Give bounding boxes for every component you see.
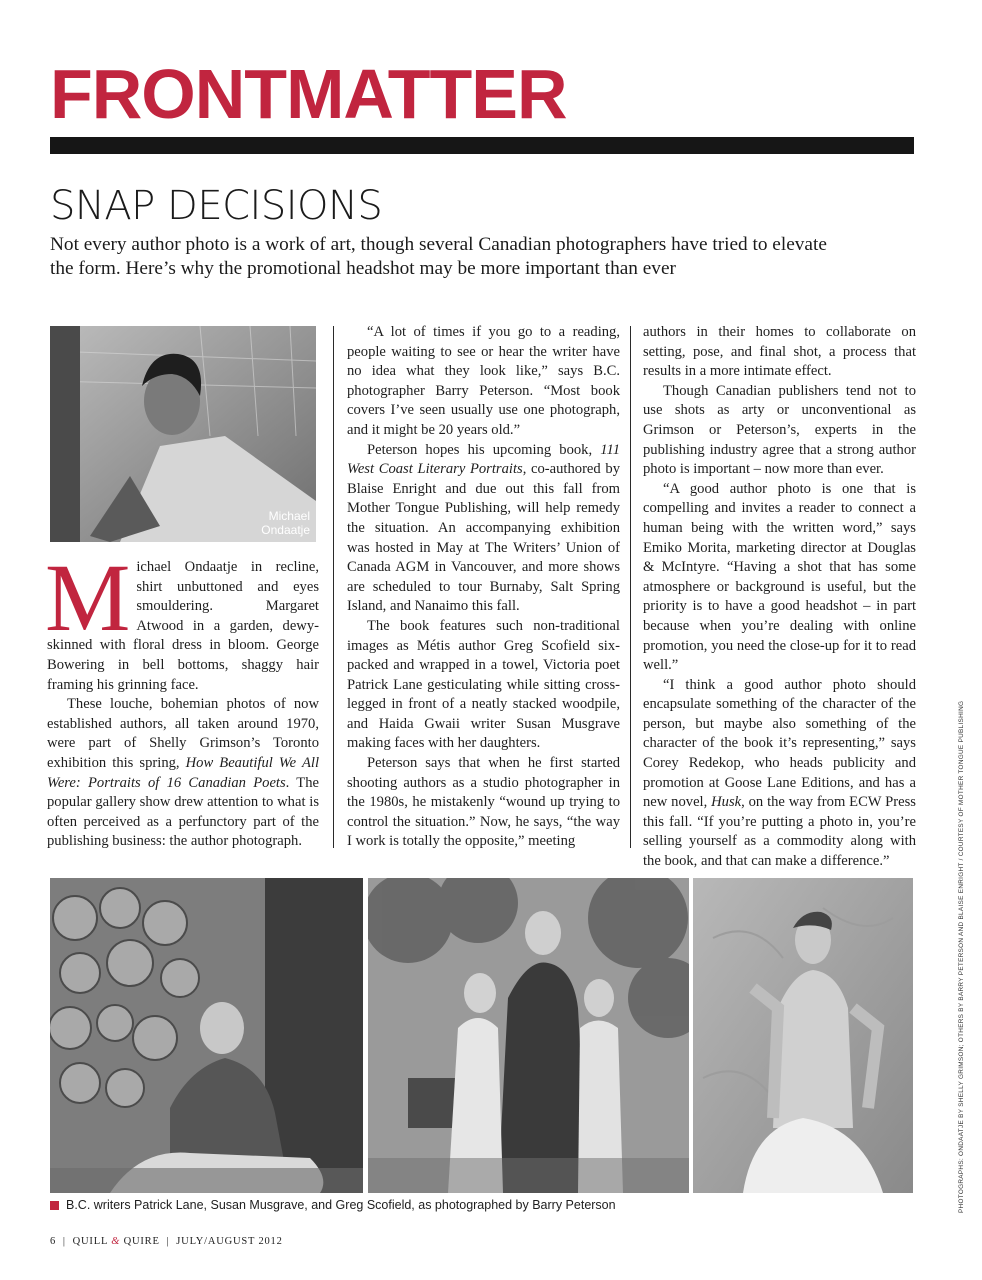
paragraph: “A good author photo is one that is compelling and invites a reader to connect a human being with the written word,” says Emiko Morita, marketing director at Douglas & McIntyre. “Having a shot that has some atmosphere or background is useful, but the priority is to have a good headshot – in part because when you’re dealing with online promotion, you need the close-up for it to read well.” — [643, 480, 916, 674]
photo-greg-scofield — [693, 878, 913, 1193]
photo-susan-musgrave — [368, 878, 689, 1193]
article-column-1 — [45, 544, 319, 852]
paragraph — [643, 676, 916, 872]
paragraph-text: Peterson hopes his upcoming book, — [367, 441, 601, 458]
paragraph — [347, 441, 620, 617]
page-number: 6 — [50, 1236, 57, 1247]
photo-ondaatje-caption: Michael Ondaatje — [261, 509, 310, 537]
paragraph: authors in their homes to collaborate on setting, pose, and final shot, a process that results in a more intimate effect. — [643, 324, 916, 380]
photo-patrick-lane-image — [50, 878, 363, 1193]
page-folio: 6 | QUILL & QUIRE | JULY/AUGUST 2012 — [50, 1236, 283, 1247]
paragraph: Peterson says that when he first started shooting authors as a studio photographer in the 1980s, he mistakenly “wound up trying to control the situation.” Now, he says, “the way I work is totally the opposite,” meeting — [347, 755, 620, 850]
drop-cap: M — [45, 544, 131, 651]
article-column-3 — [643, 323, 916, 872]
magazine-name-part: QUILL — [72, 1236, 112, 1247]
book-title: 111 West Coast Literary Portraits — [347, 441, 620, 478]
article-column-2 — [347, 323, 620, 852]
paragraph: “A lot of times if you go to a reading, people waiting to see or hear the writer have no idea what they look like,” says B.C. photographer Barry Peterson. “Most book covers I’ve seen usually use one photograph, and it might be 20 years old.” — [347, 324, 620, 438]
ampersand: & — [111, 1236, 121, 1247]
paragraph-text: , co-authored by Blaise Enright and due out this fall from Mother Tongue Publishing, will help remedy the situation. An accompanying exhibition was hosted in May at The Writers’ Union of Canada AGM in Vancouver, and more shows are scheduled to tour Burnaby, Salt Spring Island, and Nanaimo this fall. — [347, 461, 620, 615]
paragraph — [47, 695, 319, 852]
photo-patrick-lane — [50, 878, 363, 1193]
column-rule — [630, 326, 631, 848]
exhibition-title: How Beautiful We All Were: Portraits of 16 Canadian Poets — [47, 754, 319, 791]
paragraph — [45, 544, 319, 695]
bottom-photo-caption — [50, 1198, 616, 1212]
paragraph-text: These louche, bohemian photos of now established authors, all taken around 1970, were part of Shelly Grimson’s Toronto exhibition this spring, — [47, 696, 319, 771]
section-rule — [50, 137, 914, 154]
novel-title: Husk — [711, 794, 742, 811]
paragraph: Though Canadian publishers tend not to use shots as arty or unconventional as Grimson or Peterson’s, experts in the publishing industry agree that a strong author photo is important – now more than ever. — [643, 382, 916, 478]
column-rule — [333, 326, 334, 848]
magazine-name — [73, 1236, 160, 1247]
photo-susan-musgrave-image — [368, 878, 689, 1193]
issue-date: JULY/AUGUST 2012 — [176, 1236, 283, 1247]
bottom-photo-caption-text: B.C. writers Patrick Lane, Susan Musgrave, and Greg Scofield, as photographed by Barry Peterson — [66, 1198, 616, 1212]
photo-greg-scofield-image — [693, 878, 913, 1193]
paragraph-text: ichael Ondaatje in recline, shirt unbuttoned and eyes smouldering. Margaret Atwood in a garden, dewy-skinned with floral dress in bloom. George Bowering in bell bottoms, shaggy hair framing his grinning face. — [47, 559, 319, 693]
paragraph-text: “I think a good author photo should encapsulate something of the character of the person, but maybe also something of the character of the book it’s representing,” says Corey Redekop, who heads publicity and promotion at Goose Lane Editions, and has a new novel, — [643, 676, 916, 811]
paragraph-text: , on the way from ECW Press this fall. “If you’re putting a photo in, you’re selling yourself as a commodity along with the book, and that can make a difference.” — [643, 794, 916, 870]
article-headline: SNAP DECISIONS — [50, 183, 383, 229]
photo-credit: PHOTOGRAPHS: ONDAATJE BY SHELLY GRIMSON; OTHERS BY BARRY PETERSON AND BLAISE ENRIGHT / COURTESY OF MOTHER TONGUE PUBLISHING — [958, 700, 965, 1213]
magazine-name-part: QUIRE — [120, 1236, 160, 1247]
article-dek: Not every author photo is a work of art, though several Canadian photographers have tried to elevate the form. Here’s why the promotional headshot may be more important than ever — [50, 234, 827, 279]
paragraph: The book features such non-traditional images as Métis author Greg Scofield six-packed and wrapped in a towel, Victoria poet Patrick Lane gesticulating while sitting cross-legged in front of a neatly stacked woodpile, and Haida Gwaii writer Susan Musgrave making faces with her daughters. — [347, 617, 620, 752]
section-title: FRONTMATTER — [50, 55, 567, 133]
paragraph-text: . The popular gallery show drew attention to what is often perceived as a perfunctory part of the publishing business: the author photograph. — [47, 774, 319, 850]
caption-marker-square — [50, 1201, 59, 1210]
